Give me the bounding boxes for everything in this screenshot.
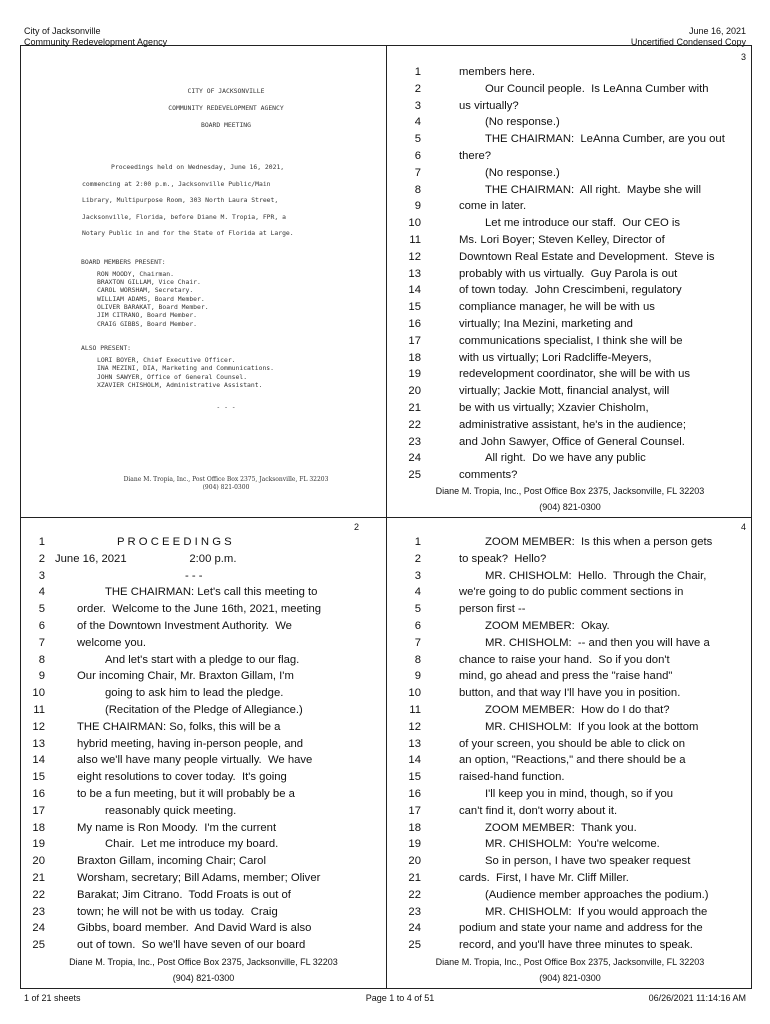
line-number: 9: [38, 670, 45, 683]
line-text: Downtown Real Estate and Development. Steve is: [459, 250, 715, 263]
transcript-line: [387, 148, 753, 165]
line-text: of the Downtown Investment Authority. We: [77, 619, 292, 632]
transcript-line: [387, 282, 753, 299]
line-text: we're going to do public comment sections in: [459, 586, 684, 599]
line-number: 11: [409, 233, 421, 246]
page-2-footer: [21, 954, 386, 986]
line-text: come in later.: [459, 200, 527, 213]
line-number: 23: [408, 905, 421, 918]
line-text: Barakat; Jim Citrano. Todd Froats is out of: [77, 888, 291, 901]
line-number: 24: [408, 922, 421, 935]
transcript-line: [387, 232, 753, 249]
page-4-footer: [387, 954, 753, 986]
line-text: redevelopment coordinator, she will be with us: [459, 368, 691, 381]
transcript-line: [387, 702, 753, 719]
transcript-line: [21, 719, 386, 736]
line-number: 16: [32, 787, 45, 800]
transcript-line: [387, 131, 753, 148]
transcript-line: [387, 635, 753, 652]
line-text: mind, go ahead and press the "raise hand": [459, 670, 673, 683]
transcript-line: [387, 836, 753, 853]
cover-separator: - - -: [216, 403, 236, 412]
cover-title-meeting: BOARD MEETING: [200, 121, 252, 129]
transcript-line: [387, 350, 753, 367]
page-4-footer-phone: (904) 821-0300: [539, 973, 601, 983]
line-text: ZOOM MEMBER: Okay.: [485, 619, 610, 632]
transcript-line: [387, 114, 753, 131]
line-number: 23: [408, 435, 421, 448]
line-number: 20: [32, 855, 45, 868]
board-member: CAROL WORSHAM, Secretary.: [97, 286, 194, 295]
transcript-line: [21, 685, 386, 702]
line-number: 5: [38, 603, 45, 616]
line-text: to be a fun meeting, but it will probably be a: [77, 787, 295, 800]
transcript-line: [21, 803, 386, 820]
line-number: 20: [408, 385, 421, 398]
transcript-frame: [20, 45, 752, 989]
line-number: 13: [408, 737, 421, 750]
transcript-line: [387, 165, 753, 182]
also-present-person: LORI BOYER, Chief Executive Officer.: [97, 356, 236, 365]
line-number: 12: [408, 720, 421, 733]
line-text: (No response.): [485, 166, 560, 179]
line-number: 25: [408, 469, 421, 482]
line-number: 24: [32, 922, 45, 935]
line-number: 13: [32, 737, 45, 750]
line-number: 20: [408, 855, 421, 868]
line-number: 9: [414, 200, 421, 213]
transcript-line: [387, 584, 753, 601]
board-member: RON MOODY, Chairman.: [97, 269, 174, 278]
line-number: 21: [32, 871, 45, 884]
line-text: going to ask him to lead the pledge.: [105, 687, 284, 700]
header-date: June 16, 2021: [688, 26, 746, 36]
line-text: members here.: [459, 66, 535, 78]
line-text: town; he will not be with us today. Craig: [77, 905, 278, 918]
line-text: MR. CHISHOLM: -- and then you will have a: [485, 636, 710, 649]
transcript-line: [21, 752, 386, 769]
page-3-footer-address: Diane M. Tropia, Inc., Post Office Box 2375, Jacksonville, FL 32203: [435, 486, 705, 496]
cover-proceedings: [81, 159, 371, 242]
cover-proceedings-line: Notary Public in and for the State of Florida at Large.: [82, 229, 294, 237]
line-number: 17: [408, 804, 421, 817]
line-number: 18: [32, 821, 45, 834]
line-text: June 16, 2021 2:00 p.m.: [55, 552, 237, 565]
line-text: Chair. Let me introduce my board.: [105, 838, 279, 851]
line-number: 14: [32, 754, 45, 767]
line-text: Ms. Lori Boyer; Steven Kelley, Director of: [459, 233, 665, 246]
line-text: MR. CHISHOLM: If you would approach the: [485, 905, 708, 918]
transcript-line: [387, 668, 753, 685]
line-number: 19: [408, 368, 421, 381]
line-text: (No response.): [485, 116, 560, 129]
transcript-line: [21, 937, 386, 954]
transcript-line: [387, 820, 753, 837]
line-text: probably with us virtually. Guy Parola is out: [459, 267, 678, 280]
cover-footer: [81, 476, 371, 492]
line-text: to speak? Hello?: [459, 552, 547, 565]
transcript-line: [387, 769, 753, 786]
transcript-line: [21, 534, 386, 551]
line-text: Our Council people. Is LeAnna Cumber with: [485, 82, 709, 95]
transcript-line: [387, 467, 753, 484]
line-number: 25: [408, 939, 421, 952]
line-text: Worsham, secretary; Bill Adams, member; Oliver: [77, 871, 321, 884]
transcript-line: [387, 534, 753, 551]
line-text: So in person, I have two speaker request: [485, 855, 691, 868]
line-number: 19: [408, 838, 421, 851]
transcript-line: [387, 64, 753, 81]
transcript-line: [21, 887, 386, 904]
line-text: compliance manager, he will be with us: [459, 301, 655, 314]
header-city: City of Jacksonville: [24, 26, 101, 36]
line-text: P R O C E E D I N G S: [117, 536, 232, 548]
transcript-line: [21, 568, 386, 585]
transcript-line: [387, 450, 753, 467]
line-text: of town today. John Crescimbeni, regulatory: [459, 284, 682, 297]
print-timestamp: 06/26/2021 11:14:16 AM: [648, 993, 746, 1003]
line-text: THE CHAIRMAN: LeAnna Cumber, are you out: [485, 133, 725, 146]
transcript-line: [387, 81, 753, 98]
line-number: 7: [414, 166, 421, 179]
transcript-line: [21, 668, 386, 685]
transcript-line: [387, 904, 753, 921]
line-number: 10: [32, 687, 45, 700]
board-member: BRAXTON GILLAM, Vice Chair.: [97, 278, 201, 287]
line-number: 11: [33, 703, 45, 716]
transcript-line: [387, 366, 753, 383]
page-2-footer-phone: (904) 821-0300: [172, 973, 235, 983]
page-number-4: 4: [741, 522, 747, 532]
page-3-footer: [387, 483, 753, 515]
cover-footer-address: Diane M. Tropia, Inc., Post Office Box 2375, Jacksonville, FL 32203: [123, 476, 329, 483]
line-text: of your screen, you should be able to click on: [459, 737, 686, 750]
page-number-3: 3: [741, 52, 747, 62]
line-number: 14: [408, 754, 421, 767]
line-text: person first --: [459, 603, 526, 616]
line-number: 1: [38, 536, 45, 548]
line-number: 6: [414, 619, 421, 632]
line-number: 1: [414, 536, 421, 548]
line-number: 8: [414, 183, 421, 196]
transcript-line: [21, 820, 386, 837]
sheet-count: 1 of 21 sheets: [24, 993, 81, 1003]
line-number: 6: [414, 149, 421, 162]
line-number: 4: [414, 116, 421, 129]
transcript-line: [387, 299, 753, 316]
header-agency: Community Redevelopment Agency: [24, 37, 168, 47]
transcript-line: [21, 702, 386, 719]
transcript-line: [387, 803, 753, 820]
line-number: 21: [408, 401, 421, 414]
line-number: 16: [408, 317, 421, 330]
line-text: virtually; Ina Mezini, marketing and: [459, 317, 633, 330]
line-text: I'll keep you in mind, though, so if you: [485, 787, 674, 800]
line-text: MR. CHISHOLM: If you look at the bottom: [485, 720, 699, 733]
line-number: 7: [414, 636, 421, 649]
line-text: And let's start with a pledge to our flag.: [105, 653, 300, 666]
cover-proceedings-line: Jacksonville, Florida, before Diane M. Tropia, FPR, a: [82, 212, 286, 221]
cover-title-city: CITY OF JACKSONVILLE: [187, 87, 265, 95]
transcript-line: [387, 551, 753, 568]
page-2-lines: [21, 534, 386, 954]
line-number: 12: [32, 720, 45, 733]
transcript-line: [387, 400, 753, 417]
line-number: 8: [414, 653, 421, 666]
line-text: Let me introduce our staff. Our CEO is: [485, 217, 681, 230]
line-number: 23: [32, 905, 45, 918]
row-divider: [21, 517, 751, 518]
transcript-line: [387, 417, 753, 434]
line-number: 10: [408, 217, 421, 230]
line-text: hybrid meeting, having in-person people, and: [77, 737, 304, 750]
board-member: WILLIAM ADAMS, Board Member.: [97, 294, 205, 303]
line-text: ZOOM MEMBER: Thank you.: [485, 821, 637, 834]
line-number: 3: [38, 569, 45, 582]
board-member: OLIVER BARAKAT, Board Member.: [97, 302, 209, 311]
board-members-heading: BOARD MEMBERS PRESENT:: [81, 257, 166, 266]
line-number: 4: [38, 586, 45, 599]
line-text: record, and you'll have three minutes to speak.: [459, 939, 693, 952]
transcript-line: [387, 383, 753, 400]
line-text: chance to raise your hand. So if you don't: [459, 653, 670, 666]
line-text: out of town. So we'll have seven of our board: [77, 939, 306, 952]
line-number: 15: [408, 301, 421, 314]
line-number: 5: [414, 603, 421, 616]
line-number: 3: [414, 99, 421, 112]
line-text: MR. CHISHOLM: Hello. Through the Chair,: [485, 569, 707, 582]
line-number: 17: [408, 334, 421, 347]
also-present-person: INA MEZINI, DIA, Marketing and Communications.: [97, 364, 274, 373]
transcript-line: [21, 652, 386, 669]
line-text: can't find it, don't worry about it.: [459, 804, 618, 817]
line-number: 2: [38, 552, 45, 565]
line-text: MR. CHISHOLM: You're welcome.: [485, 838, 660, 851]
transcript-line: [21, 769, 386, 786]
transcript-line: [21, 904, 386, 921]
line-number: 12: [408, 250, 421, 263]
transcript-line: [387, 719, 753, 736]
line-text: be with us virtually; Xzavier Chisholm,: [459, 401, 649, 414]
line-number: 24: [408, 452, 421, 465]
line-text: welcome you.: [77, 636, 147, 649]
line-text: THE CHAIRMAN: So, folks, this will be a: [77, 720, 281, 733]
transcript-line: [387, 887, 753, 904]
line-number: 6: [38, 619, 45, 632]
line-text: podium and state your name and address for the: [459, 922, 703, 935]
line-number: 21: [408, 871, 421, 884]
line-text: eight resolutions to cover today. It's going: [77, 771, 287, 784]
line-text: administrative assistant, he's in the audience;: [459, 418, 686, 431]
line-number: 17: [32, 804, 45, 817]
transcript-line: [21, 736, 386, 753]
transcript-line: [387, 434, 753, 451]
page-3-lines: [387, 64, 753, 484]
line-text: reasonably quick meeting.: [105, 804, 237, 817]
line-number: 4: [414, 586, 421, 599]
board-member: JIM CITRANO, Board Member.: [97, 311, 198, 320]
cover-footer-phone: (904) 821-0300: [202, 484, 250, 491]
transcript-line: [21, 786, 386, 803]
line-number: 11: [409, 703, 421, 716]
transcript-line: [387, 853, 753, 870]
transcript-line: [21, 870, 386, 887]
board-members-section: [81, 258, 371, 328]
line-number: 13: [408, 267, 421, 280]
line-text: communications specialist, I think she will be: [459, 334, 683, 347]
line-text: (Recitation of the Pledge of Allegiance.): [105, 703, 303, 716]
line-text: virtually; Jackie Mott, financial analyst, will: [459, 385, 670, 398]
transcript-line: [387, 652, 753, 669]
board-member: CRAIG GIBBS, Board Member.: [97, 319, 198, 328]
transcript-line: [21, 584, 386, 601]
line-text: cards. First, I have Mr. Cliff Miller.: [459, 871, 629, 884]
line-text: Braxton Gillam, incoming Chair; Carol: [77, 855, 266, 868]
also-present-person: JOHN SAWYER, Office of General Counsel.: [97, 372, 248, 381]
line-number: 2: [414, 552, 421, 565]
line-number: 15: [408, 771, 421, 784]
line-text: (Audience member approaches the podium.): [485, 888, 709, 901]
line-number: 7: [38, 636, 45, 649]
line-text: THE CHAIRMAN: All right. Maybe she will: [485, 183, 701, 196]
cover-page: [81, 86, 371, 411]
transcript-line: [387, 266, 753, 283]
line-number: 3: [414, 569, 421, 582]
line-text: with us virtually; Lori Radcliffe-Meyers,: [459, 351, 652, 364]
transcript-line: [21, 920, 386, 937]
line-text: My name is Ron Moody. I'm the current: [77, 821, 277, 834]
line-text: there?: [459, 149, 492, 162]
page-2-footer-address: Diane M. Tropia, Inc., Post Office Box 2375, Jacksonville, FL 32203: [69, 957, 338, 967]
line-text: also we'll have many people virtually. We have: [77, 754, 313, 767]
transcript-line: [21, 618, 386, 635]
line-text: and John Sawyer, Office of General Counsel.: [459, 435, 685, 448]
transcript-line: [387, 752, 753, 769]
page-3-footer-phone: (904) 821-0300: [539, 502, 601, 512]
cover-proceedings-line: Library, Multipurpose Room, 303 North Laura Street,: [82, 196, 279, 204]
line-text: Our incoming Chair, Mr. Braxton Gillam, I'm: [77, 670, 294, 683]
also-present-section: [81, 344, 371, 389]
cover-proceedings-line: commencing at 2:00 p.m., Jacksonville Public/Main: [82, 179, 271, 188]
line-number: 9: [414, 670, 421, 683]
cover-title-agency: COMMUNITY REDEVELOPMENT AGENCY: [168, 104, 284, 112]
transcript-line: [387, 937, 753, 954]
also-present-heading: ALSO PRESENT:: [81, 343, 132, 352]
line-number: 2: [414, 82, 421, 95]
line-number: 25: [32, 939, 45, 952]
transcript-line: [21, 635, 386, 652]
line-text: button, and that way I'll have you in position.: [459, 687, 681, 700]
transcript-line: [387, 618, 753, 635]
page-range: Page 1 to 4 of 51: [365, 993, 435, 1003]
line-number: 22: [32, 888, 45, 901]
line-number: 22: [408, 418, 421, 431]
transcript-line: [387, 98, 753, 115]
transcript-line: [21, 836, 386, 853]
line-number: 18: [408, 351, 421, 364]
line-number: 16: [408, 787, 421, 800]
header-copy-type: Uncertified Condensed Copy: [630, 37, 746, 47]
line-number: 1: [414, 66, 421, 78]
line-text: Gibbs, board member. And David Ward is also: [77, 922, 312, 935]
cover-proceedings-line: Proceedings held on Wednesday, June 16, 2021,: [111, 163, 285, 171]
line-text: us virtually?: [459, 99, 519, 112]
line-text: THE CHAIRMAN: Let's call this meeting to: [105, 586, 318, 599]
page-4-lines: [387, 534, 753, 954]
line-number: 19: [32, 838, 45, 851]
line-text: raised-hand function.: [459, 771, 565, 784]
line-number: 8: [38, 653, 45, 666]
transcript-line: [387, 568, 753, 585]
transcript-line: [387, 736, 753, 753]
line-number: 10: [408, 687, 421, 700]
transcript-line: [387, 182, 753, 199]
line-text: an option, "Reactions," and there should be a: [459, 754, 686, 767]
transcript-line: [387, 215, 753, 232]
line-text: comments?: [459, 469, 518, 482]
line-number: 18: [408, 821, 421, 834]
transcript-line: [387, 333, 753, 350]
line-text: ZOOM MEMBER: How do I do that?: [485, 703, 670, 716]
line-text: - - -: [185, 569, 203, 582]
transcript-line: [387, 601, 753, 618]
transcript-line: [387, 198, 753, 215]
transcript-line: [387, 249, 753, 266]
transcript-line: [387, 685, 753, 702]
transcript-line: [387, 920, 753, 937]
transcript-line: [21, 853, 386, 870]
line-number: 14: [408, 284, 421, 297]
transcript-line: [387, 786, 753, 803]
line-text: ZOOM MEMBER: Is this when a person gets: [485, 536, 713, 548]
line-text: All right. Do we have any public: [485, 452, 646, 465]
page-4-footer-address: Diane M. Tropia, Inc., Post Office Box 2375, Jacksonville, FL 32203: [435, 957, 705, 967]
page-number-2: 2: [354, 522, 360, 532]
transcript-line: [21, 551, 386, 568]
line-number: 5: [414, 133, 421, 146]
line-text: order. Welcome to the June 16th, 2021, meeting: [77, 603, 322, 616]
line-number: 22: [408, 888, 421, 901]
transcript-line: [387, 316, 753, 333]
also-present-person: XZAVIER CHISHOLM, Administrative Assistant.: [97, 381, 263, 390]
line-number: 15: [32, 771, 45, 784]
transcript-line: [21, 601, 386, 618]
transcript-line: [387, 870, 753, 887]
